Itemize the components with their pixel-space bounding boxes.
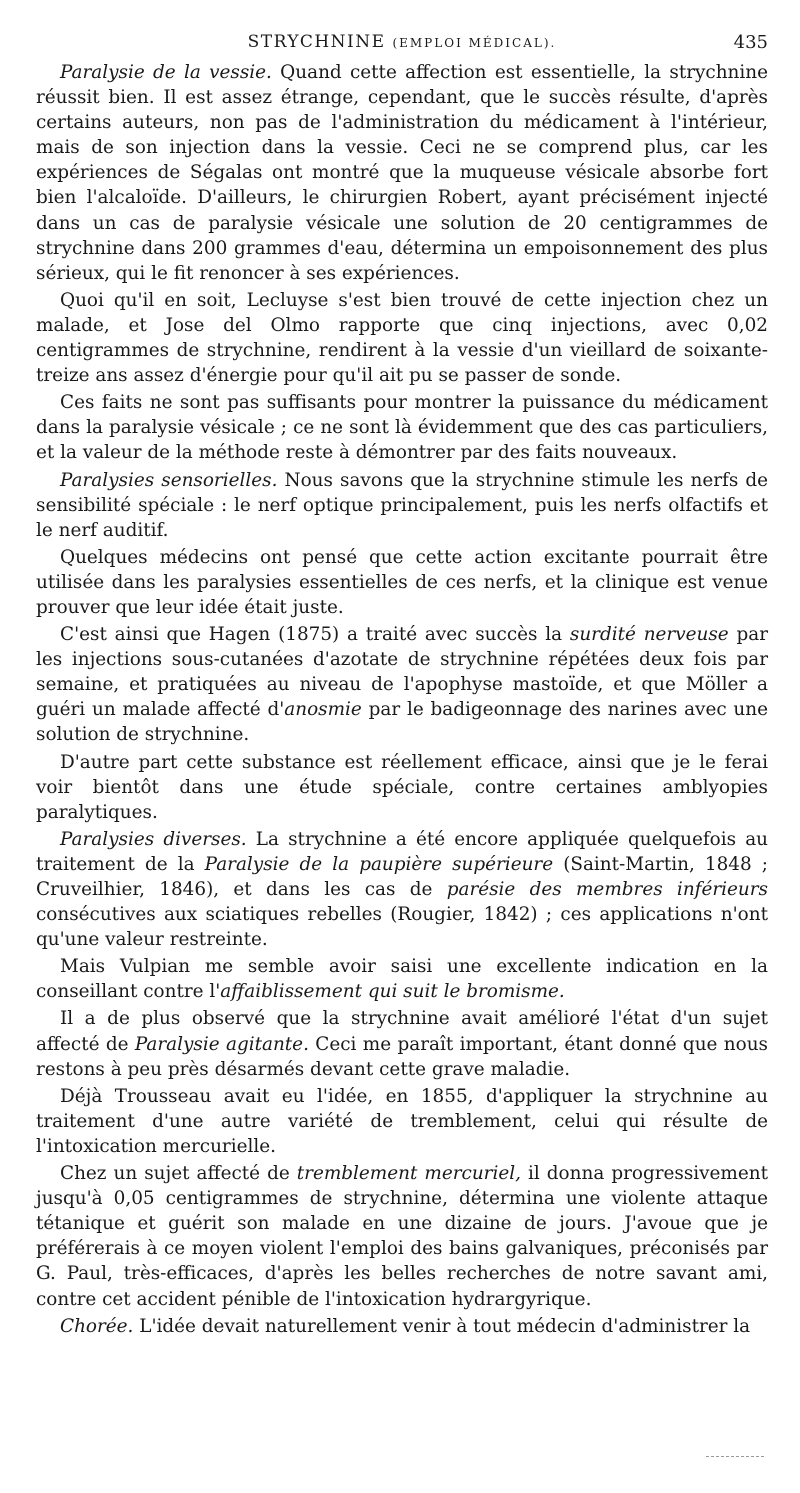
running-title-subtitle: (EMPLOI MÉDICAL). <box>392 36 557 50</box>
page-number: 435 <box>733 32 768 53</box>
text-run: C'est ainsi que Hagen (1875) a traité avec succès la <box>60 624 570 646</box>
text-run: il donna progressivement jusqu'à 0,05 centigrammes de strychnine, détermina une violente attaque tétanique et guérit son malade en une dizaine de jours. J'avoue que je préférerais à ce moyen violent l'emploi des bains galvaniques, préconisés par G. Paul, très-efficaces, d'après les belles recherches de notre savant ami, contre cet accident pénible de l'intoxication hydrargyrique. <box>36 1163 768 1310</box>
paragraph <box>36 468 768 543</box>
italic-run: Paralysie de la vessie. <box>60 62 272 83</box>
text-run: par les injections sous-cutanées d'azotate de strychnine répétées deux fois par semaine, et pratiquées au niveau de l'apophyse mastoïde, et que Möller a guéri un malade affecté d' <box>36 624 768 721</box>
text-run: L'idée devait naturellement venir à tout médecin d'administrer la <box>133 1315 751 1337</box>
paragraph <box>36 954 768 1004</box>
text-run: D'autre part cette substance est réellement efficace, ainsi que je le ferai voir bientôt dans une étude spéciale, contre certaines amblyopies paralytiques. <box>36 751 768 823</box>
paragraph <box>36 1314 768 1339</box>
text-run: Quelques médecins ont pensé que cette action excitante pourrait être utilisée dans les paralysies essentielles de ces nerfs, et la clinique est venue prouver que leur idée était juste. <box>36 546 768 618</box>
text-run: Déjà Trousseau avait eu l'idée, en 1855, d'appliquer la strychnine au traitement d'une autre variété de tremblement, celui qui résulte de l'intoxication mercurielle. <box>36 1085 768 1157</box>
text-run: Ceci me paraît important, étant donné que nous restons à peu près désarmés devant cette grave maladie. <box>36 1033 768 1080</box>
italic-run: anosmie <box>284 699 362 721</box>
body-text <box>36 60 768 1339</box>
italic-run: Paralysies sensorielles. <box>60 469 278 491</box>
text-run: Quand cette affection est essentielle, la strychnine réussit bien. Il est assez étrange, cependant, que le succès résulte, d'après certains auteurs, non pas de l'administration du médicament à l'intérieur, mais de son injection dans la vessie. Ceci ne se comprend plus, car les expériences de Ségalas ont montré que la muqueuse vésicale absorbe fort bien l'alcaloïde. D'ailleurs, le chirurgien Robert, ayant précisément injecté dans un cas de paralysie vésicale une solution de 20 centigrammes de strychnine dans 200 grammes d'eau, détermina un empoisonnement des plus sérieux, qui le fit renoncer à ses expériences. <box>36 62 768 284</box>
italic-run: affaiblissement qui suit le bromisme. <box>220 981 565 1003</box>
italic-run: Chorée. <box>60 1315 134 1337</box>
italic-run: tremblement mercuriel, <box>296 1163 521 1185</box>
text-run: Quoi qu'il en soit, Lecluyse s'est bien trouvé de cette injection chez un malade, et Jose del Olmo rapporte que cinq injections, avec 0,02 centigrammes de strychnine, rendirent à la vessie d'un vieillard de soixante-treize ans assez d'énergie pour qu'il ait pu se passer de sonde. <box>36 289 768 387</box>
running-title-main: STRYCHNINE <box>247 32 386 52</box>
text-run: (Saint-Martin, 1848 ; Cruveilhier, 1846), et dans les cas de <box>36 853 768 900</box>
paragraph <box>36 827 768 952</box>
italic-run: parésie des membres inférieurs <box>446 879 768 900</box>
running-head <box>36 30 768 60</box>
paragraph <box>36 545 768 620</box>
paragraph <box>36 1084 768 1159</box>
footer-rule <box>706 1456 764 1458</box>
paragraph <box>36 60 768 286</box>
text-run: La strychnine a été encore appliquée quelquefois au traitement de la <box>36 828 768 875</box>
paragraph <box>36 750 768 825</box>
text-run: Chez un sujet affecté de <box>60 1163 297 1185</box>
text-run: par le badigeonnage des narines avec une solution de strychnine. <box>36 699 769 746</box>
italic-run: surdité nerveuse <box>569 624 729 646</box>
text-run: Mais Vulpian me semble avoir saisi une excellente indication en la conseillant contre l' <box>36 956 768 1003</box>
paragraph <box>36 288 768 388</box>
italic-run: Paralysie agitante. <box>134 1033 309 1055</box>
text-run: consécutives aux sciatiques rebelles (Rougier, 1842) ; ces applications n'ont qu'une valeur restreinte. <box>36 904 768 951</box>
text-run: Il a de plus observé que la strychnine avait amélioré l'état d'un sujet affecté de <box>36 1008 768 1055</box>
italic-run: Paralysies diverses. <box>60 828 247 850</box>
paragraph <box>36 622 768 747</box>
paragraph <box>36 1006 768 1081</box>
running-title <box>36 32 768 52</box>
text-run: Ces faits ne sont pas suffisants pour montrer la puissance du médicament dans la paralysie vésicale ; ce ne sont là évidemment que des cas particuliers, et la valeur de la méthode reste à démontrer par des faits nouveaux. <box>36 392 768 464</box>
italic-run: Paralysie de la paupière supérieure <box>204 853 554 875</box>
paragraph <box>36 390 768 465</box>
paragraph <box>36 1161 768 1312</box>
text-run: Nous savons que la strychnine stimule les nerfs de sensibilité spéciale : le nerf optique principalement, puis les nerfs olfactifs et le nerf auditif. <box>36 469 768 541</box>
